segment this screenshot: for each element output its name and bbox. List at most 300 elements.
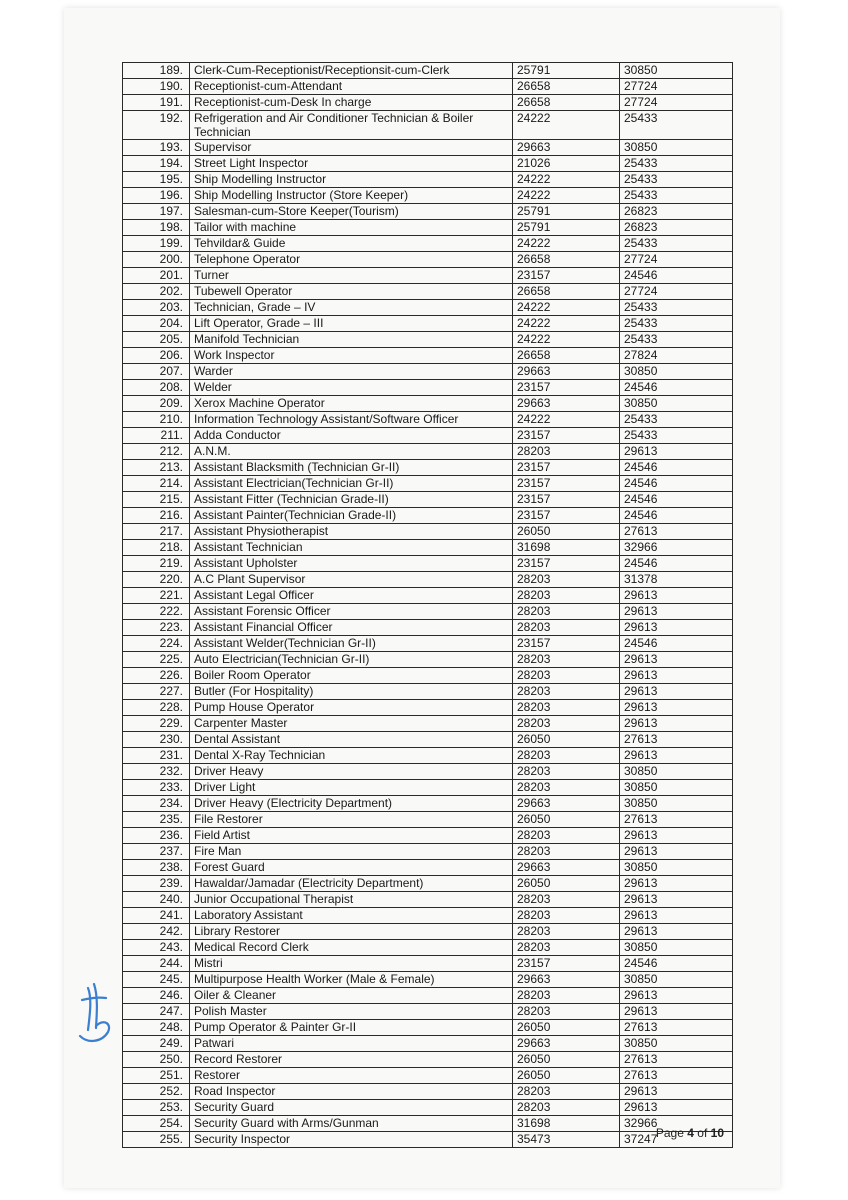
pay-value-1: 26658 bbox=[513, 95, 620, 111]
pay-value-2: 29613 bbox=[620, 988, 733, 1004]
serial-number: 242. bbox=[123, 924, 190, 940]
pay-value-2: 24546 bbox=[620, 476, 733, 492]
serial-number: 233. bbox=[123, 780, 190, 796]
serial-number: 224. bbox=[123, 636, 190, 652]
serial-number: 193. bbox=[123, 140, 190, 156]
table-row bbox=[123, 1084, 733, 1100]
pay-value-2: 29613 bbox=[620, 844, 733, 860]
serial-number: 214. bbox=[123, 476, 190, 492]
pay-value-2: 29613 bbox=[620, 876, 733, 892]
pay-value-2: 27724 bbox=[620, 95, 733, 111]
pay-value-1: 26658 bbox=[513, 79, 620, 95]
post-name: Forest Guard bbox=[190, 860, 513, 876]
pay-value-2: 37247 bbox=[620, 1132, 733, 1148]
pay-value-2: 25433 bbox=[620, 172, 733, 188]
pay-value-2: 30850 bbox=[620, 780, 733, 796]
serial-number: 215. bbox=[123, 492, 190, 508]
pay-value-1: 29663 bbox=[513, 364, 620, 380]
table-row bbox=[123, 652, 733, 668]
serial-number: 253. bbox=[123, 1100, 190, 1116]
pay-value-1: 24222 bbox=[513, 111, 620, 140]
pay-value-2: 25433 bbox=[620, 332, 733, 348]
pay-value-1: 26050 bbox=[513, 812, 620, 828]
serial-number: 220. bbox=[123, 572, 190, 588]
post-name: Security Guard bbox=[190, 1100, 513, 1116]
post-name: Receptionist-cum-Desk In charge bbox=[190, 95, 513, 111]
post-name: Patwari bbox=[190, 1036, 513, 1052]
pay-value-2: 27613 bbox=[620, 812, 733, 828]
pay-value-1: 28203 bbox=[513, 1004, 620, 1020]
pay-value-1: 28203 bbox=[513, 572, 620, 588]
pay-value-1: 29663 bbox=[513, 1036, 620, 1052]
table-row bbox=[123, 812, 733, 828]
pay-value-1: 29663 bbox=[513, 396, 620, 412]
pay-value-1: 28203 bbox=[513, 620, 620, 636]
serial-number: 238. bbox=[123, 860, 190, 876]
serial-number: 190. bbox=[123, 79, 190, 95]
post-name: Assistant Electrician(Technician Gr-II) bbox=[190, 476, 513, 492]
post-name: Tehvildar& Guide bbox=[190, 236, 513, 252]
pay-value-2: 30850 bbox=[620, 972, 733, 988]
pay-value-2: 24546 bbox=[620, 956, 733, 972]
pay-value-2: 25433 bbox=[620, 236, 733, 252]
pay-value-2: 32966 bbox=[620, 540, 733, 556]
pay-value-1: 28203 bbox=[513, 444, 620, 460]
table-row bbox=[123, 1020, 733, 1036]
table-row bbox=[123, 268, 733, 284]
serial-number: 200. bbox=[123, 252, 190, 268]
table-row bbox=[123, 828, 733, 844]
post-name: Butler (For Hospitality) bbox=[190, 684, 513, 700]
pay-value-1: 25791 bbox=[513, 204, 620, 220]
table-row bbox=[123, 252, 733, 268]
serial-number: 227. bbox=[123, 684, 190, 700]
post-name: Information Technology Assistant/Software Officer bbox=[190, 412, 513, 428]
pay-value-1: 26050 bbox=[513, 876, 620, 892]
pay-value-2: 31378 bbox=[620, 572, 733, 588]
serial-number: 198. bbox=[123, 220, 190, 236]
table-row bbox=[123, 684, 733, 700]
serial-number: 189. bbox=[123, 63, 190, 79]
pay-value-2: 24546 bbox=[620, 268, 733, 284]
page-footer bbox=[656, 1126, 724, 1140]
table-row bbox=[123, 508, 733, 524]
serial-number: 251. bbox=[123, 1068, 190, 1084]
post-name: Record Restorer bbox=[190, 1052, 513, 1068]
post-name: Assistant Upholster bbox=[190, 556, 513, 572]
post-name: Assistant Financial Officer bbox=[190, 620, 513, 636]
pay-value-2: 25433 bbox=[620, 300, 733, 316]
pay-value-1: 28203 bbox=[513, 588, 620, 604]
table-row bbox=[123, 924, 733, 940]
pay-value-1: 23157 bbox=[513, 460, 620, 476]
pay-value-1: 28203 bbox=[513, 764, 620, 780]
serial-number: 229. bbox=[123, 716, 190, 732]
serial-number: 218. bbox=[123, 540, 190, 556]
post-name: Library Restorer bbox=[190, 924, 513, 940]
post-name: Pump Operator & Painter Gr-II bbox=[190, 1020, 513, 1036]
pay-value-2: 27613 bbox=[620, 1052, 733, 1068]
post-name: Junior Occupational Therapist bbox=[190, 892, 513, 908]
serial-number: 239. bbox=[123, 876, 190, 892]
table-row bbox=[123, 476, 733, 492]
table-row bbox=[123, 636, 733, 652]
table-row bbox=[123, 79, 733, 95]
page-total: 10 bbox=[710, 1126, 724, 1140]
serial-number: 226. bbox=[123, 668, 190, 684]
serial-number: 228. bbox=[123, 700, 190, 716]
serial-number: 192. bbox=[123, 111, 190, 140]
pay-value-2: 29613 bbox=[620, 828, 733, 844]
table-row bbox=[123, 380, 733, 396]
table-row bbox=[123, 284, 733, 300]
pay-scale-table-container bbox=[122, 62, 728, 1148]
pay-value-1: 35473 bbox=[513, 1132, 620, 1148]
pay-value-1: 28203 bbox=[513, 716, 620, 732]
serial-number: 195. bbox=[123, 172, 190, 188]
pay-value-2: 29613 bbox=[620, 652, 733, 668]
pay-value-1: 24222 bbox=[513, 236, 620, 252]
pay-value-2: 26823 bbox=[620, 220, 733, 236]
post-name: Multipurpose Health Worker (Male & Female) bbox=[190, 972, 513, 988]
post-name: Adda Conductor bbox=[190, 428, 513, 444]
pay-value-1: 28203 bbox=[513, 940, 620, 956]
pay-value-2: 26823 bbox=[620, 204, 733, 220]
pay-value-1: 24222 bbox=[513, 316, 620, 332]
pay-value-2: 29613 bbox=[620, 716, 733, 732]
post-name: Refrigeration and Air Conditioner Technician & Boiler Technician bbox=[190, 111, 513, 140]
table-row bbox=[123, 111, 733, 140]
post-name: Xerox Machine Operator bbox=[190, 396, 513, 412]
pay-value-2: 30850 bbox=[620, 796, 733, 812]
pay-value-1: 28203 bbox=[513, 668, 620, 684]
pay-value-1: 26050 bbox=[513, 1020, 620, 1036]
table-row bbox=[123, 588, 733, 604]
table-row bbox=[123, 940, 733, 956]
table-body bbox=[123, 63, 733, 1148]
pay-value-2: 30850 bbox=[620, 860, 733, 876]
post-name: Boiler Room Operator bbox=[190, 668, 513, 684]
pay-value-1: 24222 bbox=[513, 412, 620, 428]
post-name: Field Artist bbox=[190, 828, 513, 844]
post-name: Warder bbox=[190, 364, 513, 380]
pay-value-1: 26050 bbox=[513, 732, 620, 748]
pay-value-1: 24222 bbox=[513, 300, 620, 316]
pay-value-2: 29613 bbox=[620, 748, 733, 764]
serial-number: 248. bbox=[123, 1020, 190, 1036]
serial-number: 231. bbox=[123, 748, 190, 764]
post-name: Dental X-Ray Technician bbox=[190, 748, 513, 764]
post-name: Receptionist-cum-Attendant bbox=[190, 79, 513, 95]
post-name: A.N.M. bbox=[190, 444, 513, 460]
serial-number: 252. bbox=[123, 1084, 190, 1100]
serial-number: 246. bbox=[123, 988, 190, 1004]
post-name: Fire Man bbox=[190, 844, 513, 860]
pay-value-1: 24222 bbox=[513, 188, 620, 204]
table-row bbox=[123, 220, 733, 236]
table-row bbox=[123, 460, 733, 476]
table-row bbox=[123, 972, 733, 988]
table-row bbox=[123, 492, 733, 508]
table-row bbox=[123, 428, 733, 444]
serial-number: 217. bbox=[123, 524, 190, 540]
table-row bbox=[123, 732, 733, 748]
pay-value-2: 30850 bbox=[620, 764, 733, 780]
table-row bbox=[123, 892, 733, 908]
pay-value-2: 24546 bbox=[620, 556, 733, 572]
serial-number: 203. bbox=[123, 300, 190, 316]
pay-value-2: 30850 bbox=[620, 940, 733, 956]
table-row bbox=[123, 540, 733, 556]
post-name: Security Inspector bbox=[190, 1132, 513, 1148]
table-row bbox=[123, 1036, 733, 1052]
pay-value-2: 27824 bbox=[620, 348, 733, 364]
pay-value-1: 28203 bbox=[513, 988, 620, 1004]
table-row bbox=[123, 556, 733, 572]
table-row bbox=[123, 620, 733, 636]
serial-number: 250. bbox=[123, 1052, 190, 1068]
pay-value-1: 28203 bbox=[513, 684, 620, 700]
serial-number: 225. bbox=[123, 652, 190, 668]
post-name: Street Light Inspector bbox=[190, 156, 513, 172]
pay-value-1: 23157 bbox=[513, 492, 620, 508]
post-name: Driver Heavy bbox=[190, 764, 513, 780]
serial-number: 243. bbox=[123, 940, 190, 956]
pay-value-1: 23157 bbox=[513, 380, 620, 396]
post-name: Assistant Painter(Technician Grade-II) bbox=[190, 508, 513, 524]
serial-number: 241. bbox=[123, 908, 190, 924]
pay-value-1: 29663 bbox=[513, 140, 620, 156]
pay-value-1: 23157 bbox=[513, 476, 620, 492]
pay-value-2: 25433 bbox=[620, 111, 733, 140]
post-name: Laboratory Assistant bbox=[190, 908, 513, 924]
table-row bbox=[123, 1068, 733, 1084]
pay-value-2: 29613 bbox=[620, 700, 733, 716]
pay-value-1: 28203 bbox=[513, 780, 620, 796]
pay-value-2: 24546 bbox=[620, 508, 733, 524]
page-current: 4 bbox=[687, 1126, 694, 1140]
pay-value-1: 28203 bbox=[513, 892, 620, 908]
serial-number: 210. bbox=[123, 412, 190, 428]
post-name: Lift Operator, Grade – III bbox=[190, 316, 513, 332]
serial-number: 216. bbox=[123, 508, 190, 524]
pay-value-2: 27613 bbox=[620, 1020, 733, 1036]
pay-value-2: 25433 bbox=[620, 156, 733, 172]
serial-number: 247. bbox=[123, 1004, 190, 1020]
pay-value-2: 29613 bbox=[620, 444, 733, 460]
pay-value-1: 26658 bbox=[513, 252, 620, 268]
pay-value-1: 23157 bbox=[513, 508, 620, 524]
pay-value-1: 29663 bbox=[513, 796, 620, 812]
post-name: Technician, Grade – IV bbox=[190, 300, 513, 316]
table-row bbox=[123, 188, 733, 204]
pay-value-2: 25433 bbox=[620, 316, 733, 332]
table-row bbox=[123, 780, 733, 796]
table-row bbox=[123, 140, 733, 156]
pay-value-1: 26658 bbox=[513, 348, 620, 364]
post-name: Clerk-Cum-Receptionist/Receptionsit-cum-Clerk bbox=[190, 63, 513, 79]
pay-value-1: 28203 bbox=[513, 924, 620, 940]
post-name: Carpenter Master bbox=[190, 716, 513, 732]
pay-value-1: 28203 bbox=[513, 700, 620, 716]
post-name: Assistant Technician bbox=[190, 540, 513, 556]
serial-number: 199. bbox=[123, 236, 190, 252]
pay-value-1: 28203 bbox=[513, 908, 620, 924]
serial-number: 234. bbox=[123, 796, 190, 812]
post-name: Assistant Welder(Technician Gr-II) bbox=[190, 636, 513, 652]
pay-value-1: 28203 bbox=[513, 1100, 620, 1116]
pay-value-1: 25791 bbox=[513, 220, 620, 236]
signature-initial bbox=[74, 978, 120, 1048]
pay-scale-table bbox=[122, 62, 733, 1148]
serial-number: 237. bbox=[123, 844, 190, 860]
table-row bbox=[123, 764, 733, 780]
serial-number: 191. bbox=[123, 95, 190, 111]
serial-number: 249. bbox=[123, 1036, 190, 1052]
table-row bbox=[123, 876, 733, 892]
serial-number: 205. bbox=[123, 332, 190, 348]
pay-value-2: 25433 bbox=[620, 412, 733, 428]
serial-number: 254. bbox=[123, 1116, 190, 1132]
table-row bbox=[123, 1052, 733, 1068]
pay-value-1: 26050 bbox=[513, 1068, 620, 1084]
post-name: Dental Assistant bbox=[190, 732, 513, 748]
pay-value-2: 27613 bbox=[620, 524, 733, 540]
pay-value-1: 24222 bbox=[513, 172, 620, 188]
post-name: Welder bbox=[190, 380, 513, 396]
pay-value-1: 23157 bbox=[513, 428, 620, 444]
pay-value-1: 28203 bbox=[513, 844, 620, 860]
pay-value-1: 24222 bbox=[513, 332, 620, 348]
serial-number: 222. bbox=[123, 604, 190, 620]
pay-value-2: 29613 bbox=[620, 1100, 733, 1116]
post-name: Ship Modelling Instructor bbox=[190, 172, 513, 188]
pay-value-2: 32966 bbox=[620, 1116, 733, 1132]
serial-number: 223. bbox=[123, 620, 190, 636]
serial-number: 209. bbox=[123, 396, 190, 412]
post-name: Medical Record Clerk bbox=[190, 940, 513, 956]
post-name: Assistant Forensic Officer bbox=[190, 604, 513, 620]
table-row bbox=[123, 332, 733, 348]
table-row bbox=[123, 604, 733, 620]
pay-value-1: 23157 bbox=[513, 636, 620, 652]
serial-number: 213. bbox=[123, 460, 190, 476]
post-name: Pump House Operator bbox=[190, 700, 513, 716]
pay-value-1: 26050 bbox=[513, 524, 620, 540]
post-name: Polish Master bbox=[190, 1004, 513, 1020]
serial-number: 207. bbox=[123, 364, 190, 380]
pay-value-1: 28203 bbox=[513, 1084, 620, 1100]
pay-value-2: 30850 bbox=[620, 140, 733, 156]
table-row bbox=[123, 700, 733, 716]
table-row bbox=[123, 844, 733, 860]
pay-value-2: 29613 bbox=[620, 1004, 733, 1020]
pay-value-2: 30850 bbox=[620, 396, 733, 412]
post-name: Telephone Operator bbox=[190, 252, 513, 268]
table-row bbox=[123, 956, 733, 972]
serial-number: 201. bbox=[123, 268, 190, 284]
pay-value-2: 30850 bbox=[620, 1036, 733, 1052]
table-row bbox=[123, 1100, 733, 1116]
table-row bbox=[123, 860, 733, 876]
serial-number: 230. bbox=[123, 732, 190, 748]
pay-value-2: 27613 bbox=[620, 732, 733, 748]
serial-number: 235. bbox=[123, 812, 190, 828]
pay-value-1: 23157 bbox=[513, 556, 620, 572]
post-name: Mistri bbox=[190, 956, 513, 972]
table-row bbox=[123, 524, 733, 540]
serial-number: 244. bbox=[123, 956, 190, 972]
pay-value-1: 28203 bbox=[513, 604, 620, 620]
pay-value-1: 29663 bbox=[513, 860, 620, 876]
post-name: Tailor with machine bbox=[190, 220, 513, 236]
pay-value-2: 27724 bbox=[620, 252, 733, 268]
pay-value-1: 26050 bbox=[513, 1052, 620, 1068]
post-name: A.C Plant Supervisor bbox=[190, 572, 513, 588]
post-name: Assistant Physiotherapist bbox=[190, 524, 513, 540]
post-name: File Restorer bbox=[190, 812, 513, 828]
table-row bbox=[123, 412, 733, 428]
serial-number: 197. bbox=[123, 204, 190, 220]
pay-value-1: 23157 bbox=[513, 268, 620, 284]
pay-value-2: 24546 bbox=[620, 636, 733, 652]
post-name: Tubewell Operator bbox=[190, 284, 513, 300]
post-name: Work Inspector bbox=[190, 348, 513, 364]
serial-number: 219. bbox=[123, 556, 190, 572]
serial-number: 194. bbox=[123, 156, 190, 172]
serial-number: 202. bbox=[123, 284, 190, 300]
serial-number: 208. bbox=[123, 380, 190, 396]
pay-value-2: 25433 bbox=[620, 428, 733, 444]
pay-value-1: 28203 bbox=[513, 652, 620, 668]
post-name: Ship Modelling Instructor (Store Keeper) bbox=[190, 188, 513, 204]
table-row bbox=[123, 236, 733, 252]
pay-value-2: 29613 bbox=[620, 604, 733, 620]
serial-number: 196. bbox=[123, 188, 190, 204]
pay-value-1: 21026 bbox=[513, 156, 620, 172]
page-of: of bbox=[697, 1126, 708, 1140]
pay-value-2: 27724 bbox=[620, 79, 733, 95]
table-row bbox=[123, 1116, 733, 1132]
table-row bbox=[123, 1132, 733, 1148]
table-row bbox=[123, 348, 733, 364]
pay-value-2: 24546 bbox=[620, 460, 733, 476]
pay-value-2: 30850 bbox=[620, 63, 733, 79]
pay-value-2: 25433 bbox=[620, 188, 733, 204]
table-row bbox=[123, 668, 733, 684]
pay-value-2: 29613 bbox=[620, 1084, 733, 1100]
table-row bbox=[123, 172, 733, 188]
page-label: Page bbox=[655, 1126, 684, 1140]
table-row bbox=[123, 444, 733, 460]
pay-value-2: 29613 bbox=[620, 924, 733, 940]
pay-value-2: 24546 bbox=[620, 380, 733, 396]
post-name: Security Guard with Arms/Gunman bbox=[190, 1116, 513, 1132]
serial-number: 240. bbox=[123, 892, 190, 908]
pay-value-1: 25791 bbox=[513, 63, 620, 79]
post-name: Turner bbox=[190, 268, 513, 284]
serial-number: 204. bbox=[123, 316, 190, 332]
serial-number: 232. bbox=[123, 764, 190, 780]
table-row bbox=[123, 63, 733, 79]
post-name: Oiler & Cleaner bbox=[190, 988, 513, 1004]
table-row bbox=[123, 396, 733, 412]
post-name: Restorer bbox=[190, 1068, 513, 1084]
post-name: Assistant Legal Officer bbox=[190, 588, 513, 604]
table-row bbox=[123, 316, 733, 332]
pay-value-2: 29613 bbox=[620, 668, 733, 684]
serial-number: 245. bbox=[123, 972, 190, 988]
